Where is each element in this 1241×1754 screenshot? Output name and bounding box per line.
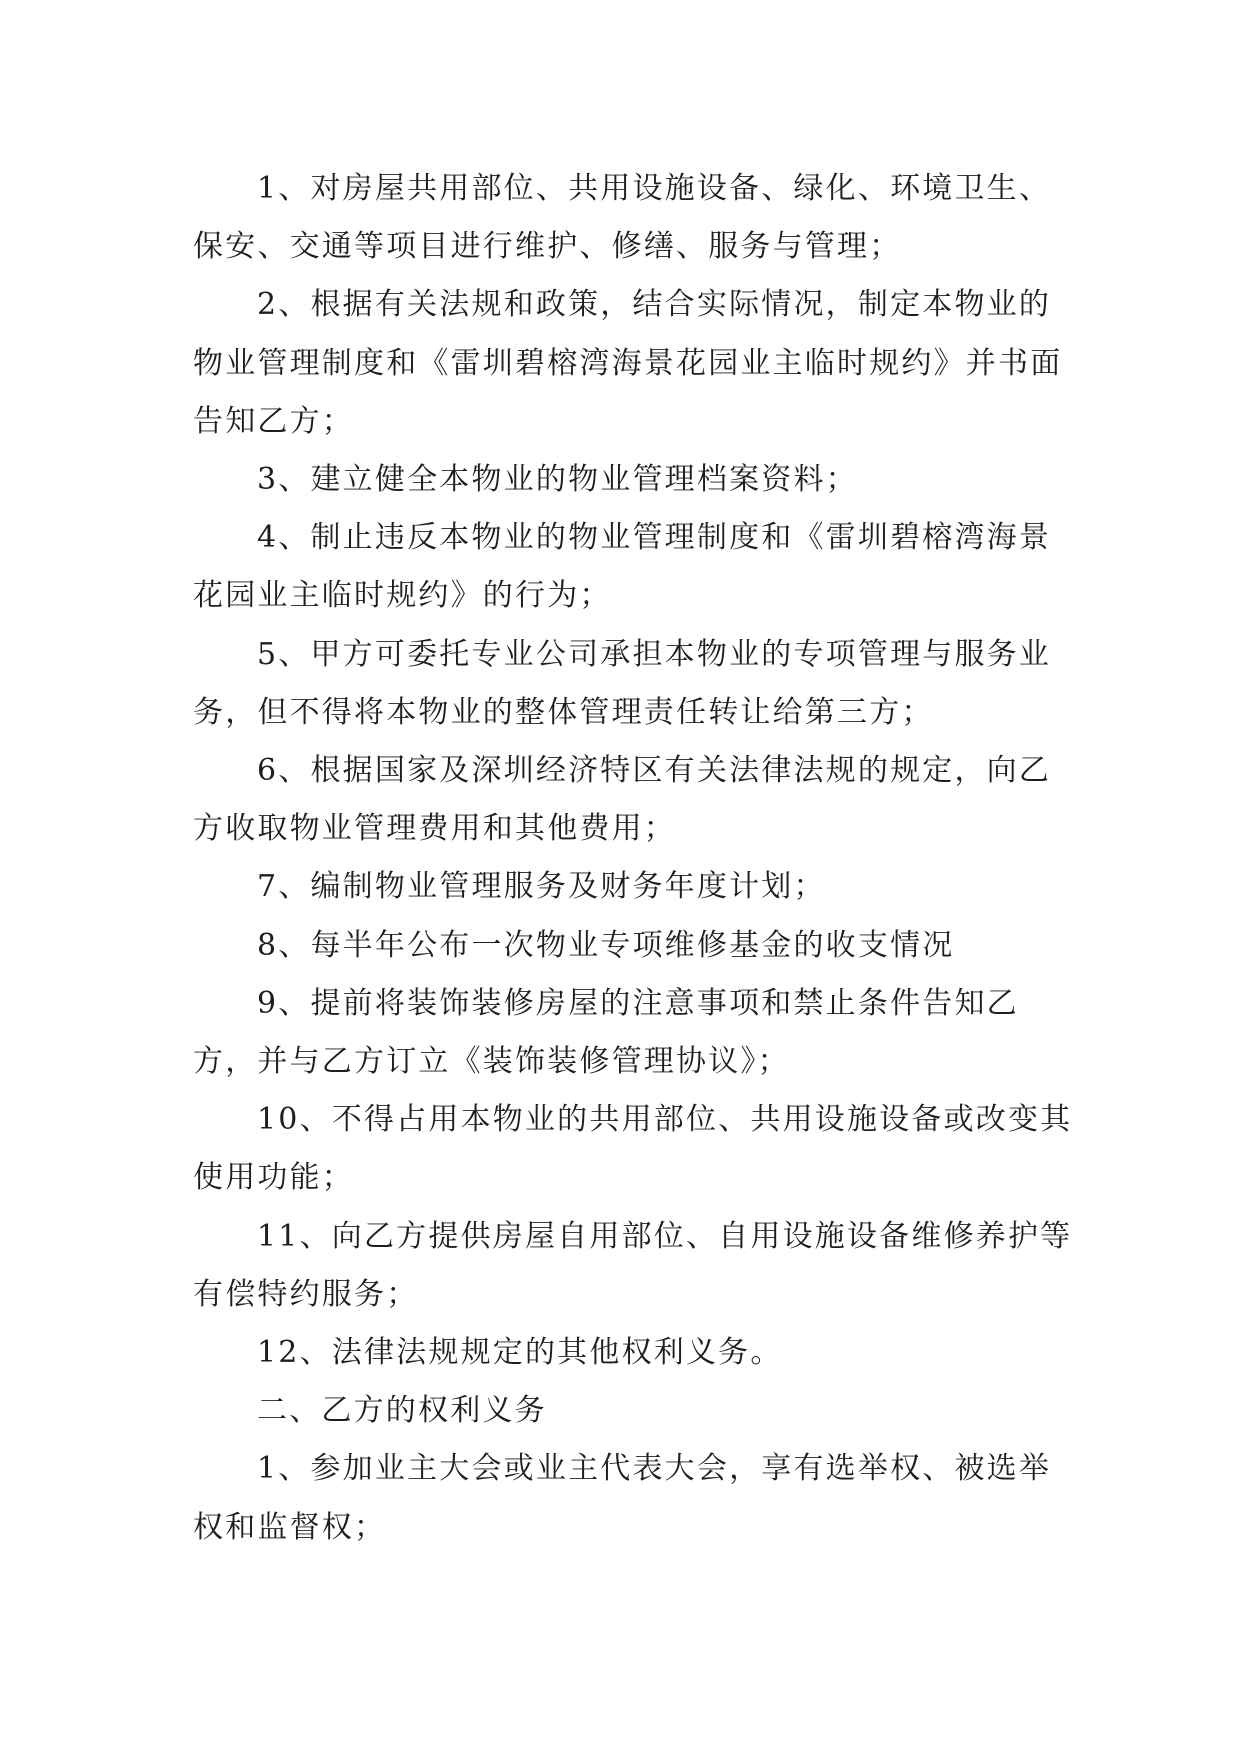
paragraph-entrust-services: 5、甲方可委托专业公司承担本物业的专项管理与服务业务，但不得将本物业的整体管理责任转让给第三方； bbox=[193, 636, 1052, 730]
paragraph-owners-assembly: 1、参加业主大会或业主代表大会，享有选举权、被选举权和监督权； bbox=[193, 1451, 1052, 1545]
paragraph-maintenance-fund: 8、每半年公布一次物业专项维修基金的收支情况 bbox=[257, 927, 955, 963]
paragraph-annual-plan: 7、编制物业管理服务及财务年度计划； bbox=[257, 869, 826, 905]
section-heading-party-b: 二、乙方的权利义务 bbox=[257, 1393, 547, 1429]
paragraph-decoration-notice: 9、提前将装饰装修房屋的注意事项和禁止条件告知乙方，并与乙方订立《装饰装修管理协议》； bbox=[193, 985, 1019, 1080]
paragraph-paid-services: 11、向乙方提供房屋自用部位、自用设施设备维修养护等有偿特约服务； bbox=[193, 1218, 1073, 1312]
paragraph-management-rules: 2、根据有关法规和政策，结合实际情况，制定本物业的物业管理制度和《雷圳碧榕湾海景花园业主临时规约》并书面告知乙方； bbox=[193, 287, 1063, 439]
paragraph-stop-violations: 4、制止违反本物业的物业管理制度和《雷圳碧榕湾海景花园业主临时规约》的行为； bbox=[193, 520, 1052, 614]
document-body bbox=[193, 160, 1078, 1557]
paragraph-no-occupation: 10、不得占用本物业的共用部位、共用设施设备或改变其使用功能； bbox=[193, 1102, 1073, 1196]
paragraph-other-obligations: 12、法律法规规定的其他权利义务。 bbox=[257, 1335, 783, 1371]
paragraph-archives: 3、建立健全本物业的物业管理档案资料； bbox=[257, 462, 858, 498]
paragraph-maintenance: 1、对房屋共用部位、共用设施设备、绿化、环境卫生、保安、交通等项目进行维护、修缮、服务与管理； bbox=[193, 171, 1052, 265]
paragraph-collect-fees: 6、根据国家及深圳经济特区有关法律法规的规定，向乙方收取物业管理费用和其他费用； bbox=[193, 753, 1052, 847]
